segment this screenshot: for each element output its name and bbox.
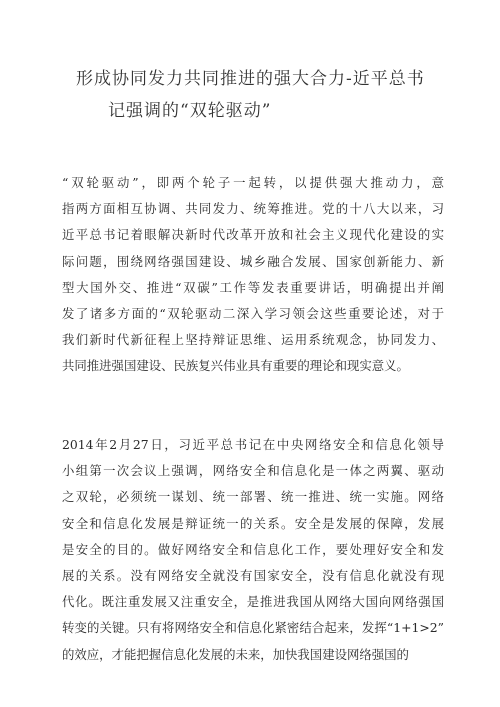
paragraph-line: 代化。既注重发展又注重安全，是推进我国从网络大国向网络强国 [62, 594, 444, 610]
paragraph-line: 指两方面相互协调、共同发力、统筹推进。党的十八大以来，习 [62, 201, 444, 217]
paragraph-line: 发了诸多方面的“双轮驱动二深入学习领会这些重要论述，对于 [62, 305, 444, 321]
paragraph-line: 转变的关键。只有将网络安全和信息化紧密结合起来，发挥“1+1>2” [62, 620, 444, 636]
paragraph-line: 是安全的目的。做好网络安全和信息化工作，要处理好安全和发 [62, 541, 444, 557]
paragraph-line: 2014年2月27日，习近平总书记在中央网络安全和信息化领导 [62, 437, 444, 452]
document-title-line-1: 形成协同发力共同推进的强大合力-近平总书 [76, 69, 425, 89]
paragraph-2 [62, 432, 444, 668]
paragraph-line: 际问题，围绕网络强国建设、城乡融合发展、国家创新能力、新 [62, 253, 444, 269]
paragraph-line: 共同推进强国建设、民族复兴伟业具有重要的理论和现实意义。 [62, 358, 409, 374]
paragraph-line: 安全和信息化发展是辩证统一的关系。安全是发展的保障，发展 [62, 515, 444, 531]
paragraph-1 [62, 170, 444, 380]
paragraph-line: 小组第一次会议上强调，网络安全和信息化是一体之两翼、驱动 [62, 463, 444, 479]
paragraph-line: “双轮驱动”，即两个轮子一起转，以提供强大推动力，意 [62, 175, 444, 190]
paragraph-line: 型大国外交、推进“双碳”工作等发表重要讲话，明确提出并阐 [62, 279, 444, 295]
paragraph-line: 我们新时代新征程上坚持辩证思维、运用系统观念，协同发力、 [62, 332, 444, 348]
paragraph-line: 展的关系。没有网络安全就没有国家安全，没有信息化就没有现 [62, 567, 444, 583]
paragraph-line: 近平总书记着眼解决新时代改革开放和社会主义现代化建设的实 [62, 227, 444, 243]
paragraph-line: 之双轮，必须统一谋划、统一部署、统一推进、统一实施。网络 [62, 489, 444, 505]
document-title-line-2: 记强调的“双轮驱动” [108, 101, 272, 121]
paragraph-line: 的效应，才能把握信息化发展的未来，加快我国建设网络强国的 [62, 646, 409, 662]
